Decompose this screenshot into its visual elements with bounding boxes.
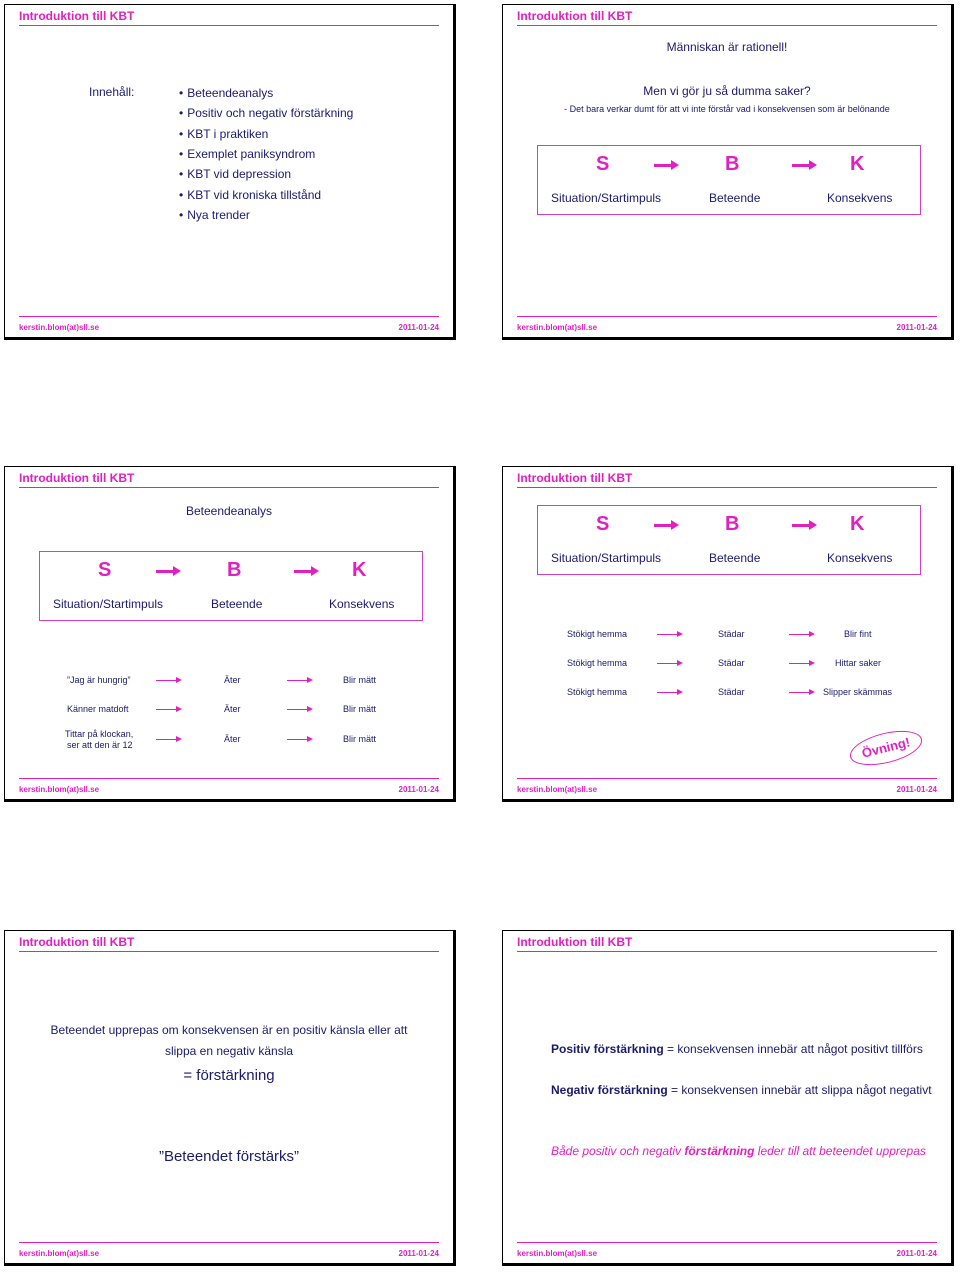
row-behavior: Städar: [718, 629, 745, 639]
b-label: Beteende: [211, 597, 263, 611]
s-label: Situation/Startimpuls: [551, 551, 662, 565]
summary-term: förstärkning: [684, 1144, 755, 1158]
k-letter: K: [352, 559, 367, 581]
footer-rule: [517, 1242, 937, 1243]
slide-3: [4, 466, 456, 802]
contents-item: • Beteendeanalys: [179, 86, 273, 100]
slide-title: Introduktion till KBT: [517, 935, 633, 949]
footer-date: 2011-01-24: [896, 785, 937, 794]
b-letter: B: [227, 559, 242, 581]
slide-title: Introduktion till KBT: [517, 9, 633, 23]
title-rule: [517, 487, 937, 488]
footer-email: kerstin.blom(at)sll.se: [517, 785, 598, 794]
arrow-icon: [294, 570, 312, 573]
arrow-icon: [287, 739, 308, 740]
contents-item: • Exemplet paniksyndrom: [179, 147, 315, 161]
sbk-box: [39, 551, 423, 621]
s-label: Situation/Startimpuls: [53, 597, 164, 611]
slide-heading: Beteendeanalys: [185, 504, 273, 518]
footer-date: 2011-01-24: [398, 785, 439, 794]
arrow-icon: [654, 164, 672, 167]
b-letter: B: [725, 513, 740, 535]
contents-item: • Positiv och negativ förstärkning: [179, 106, 353, 120]
slide-5: [4, 930, 456, 1266]
slide-2: [502, 4, 954, 340]
arrow-icon: [657, 663, 678, 664]
arrow-icon: [657, 692, 678, 693]
slide-4: [502, 466, 954, 802]
footer-email: kerstin.blom(at)sll.se: [19, 1249, 100, 1258]
arrow-icon: [789, 634, 810, 635]
body-emphasis: = förstärkning: [183, 1067, 275, 1084]
row-behavior: Städar: [718, 658, 745, 668]
footer-date: 2011-01-24: [896, 323, 937, 332]
title-rule: [19, 25, 439, 26]
title-rule: [19, 487, 439, 488]
row-behavior: Äter: [224, 734, 241, 744]
row-consequence: Blir fint: [844, 629, 872, 639]
negative-term: Negativ förstärkning: [551, 1083, 668, 1097]
arrow-icon: [287, 680, 308, 681]
b-letter: B: [725, 153, 740, 175]
row-consequence: Hittar saker: [835, 658, 882, 668]
slide-title: Introduktion till KBT: [19, 9, 135, 23]
footer-rule: [19, 316, 439, 317]
slide-title: Introduktion till KBT: [19, 935, 135, 949]
positive-text: = konsekvensen innebär att något positivt tillförs: [663, 1042, 923, 1056]
arrow-icon: [657, 634, 678, 635]
s-letter: S: [596, 513, 610, 535]
arrow-icon: [792, 524, 810, 527]
row-situation: Stökigt hemma: [567, 687, 628, 697]
summary-part: leder till att beteendet upprepas: [754, 1144, 926, 1158]
sbk-box: [537, 505, 921, 575]
sbk-box: [537, 145, 921, 215]
summary-part: Både positiv och negativ: [551, 1144, 685, 1158]
k-letter: K: [850, 513, 865, 535]
footer-date: 2011-01-24: [398, 1249, 439, 1258]
row-behavior: Äter: [224, 675, 241, 685]
row-consequence: Blir mätt: [343, 734, 377, 744]
contents-item: • KBT vid depression: [179, 167, 291, 181]
note-text: - Det bara verkar dumt för att vi inte förstår vad i konsekvensen som är belönande: [564, 104, 890, 114]
s-label: Situation/Startimpuls: [551, 191, 662, 205]
s-letter: S: [98, 559, 112, 581]
contents-item: • KBT vid kroniska tillstånd: [179, 188, 321, 202]
negative-definition: [551, 1083, 932, 1097]
body-line: slippa en negativ känsla: [164, 1044, 294, 1058]
slide-title: Introduktion till KBT: [19, 471, 135, 485]
row-situation: Tittar på klockan,: [65, 729, 134, 739]
arrow-icon: [156, 739, 177, 740]
footer-rule: [517, 778, 937, 779]
arrow-icon: [156, 709, 177, 710]
contents-label: Innehåll:: [89, 85, 135, 99]
footer-date: 2011-01-24: [896, 1249, 937, 1258]
contents-item: • KBT i praktiken: [179, 127, 268, 141]
positive-definition: [551, 1042, 923, 1056]
question-text: Men vi gör ju så dumma saker?: [643, 84, 811, 98]
footer-date: 2011-01-24: [398, 323, 439, 332]
arrow-icon: [287, 709, 308, 710]
k-label: Konsekvens: [827, 551, 893, 565]
negative-text: = konsekvensen innebär att slippa något negativt: [667, 1083, 932, 1097]
footer-email: kerstin.blom(at)sll.se: [517, 1249, 598, 1258]
row-situation-line2: ser att den är 12: [67, 740, 133, 750]
slide-title: Introduktion till KBT: [517, 471, 633, 485]
footer-rule: [19, 778, 439, 779]
title-rule: [19, 951, 439, 952]
s-letter: S: [596, 153, 610, 175]
row-consequence: Slipper skämmas: [823, 687, 893, 697]
slide-6: [502, 930, 954, 1266]
row-consequence: Blir mätt: [343, 704, 377, 714]
b-label: Beteende: [709, 551, 761, 565]
summary: [551, 1144, 926, 1158]
row-situation: Känner matdoft: [67, 704, 129, 714]
row-consequence: Blir mätt: [343, 675, 377, 685]
footer-rule: [19, 1242, 439, 1243]
row-situation: ”Jag är hungrig”: [67, 675, 131, 685]
title-rule: [517, 25, 937, 26]
k-letter: K: [850, 153, 865, 175]
title-rule: [517, 951, 937, 952]
exercise-badge: Övning!: [846, 724, 925, 771]
b-label: Beteende: [709, 191, 761, 205]
arrow-icon: [789, 663, 810, 664]
arrow-icon: [792, 164, 810, 167]
slide-heading: Människan är rationell!: [666, 40, 788, 54]
row-behavior: Städar: [718, 687, 745, 697]
contents-item: • Nya trender: [179, 208, 250, 222]
row-situation: Stökigt hemma: [567, 658, 628, 668]
footer-rule: [517, 316, 937, 317]
body-line: Beteendet upprepas om konsekvensen är en positiv känsla eller att: [50, 1023, 408, 1037]
slide-1: [4, 4, 456, 340]
row-situation: Stökigt hemma: [567, 629, 628, 639]
k-label: Konsekvens: [329, 597, 395, 611]
arrow-icon: [156, 570, 174, 573]
footer-email: kerstin.blom(at)sll.se: [517, 323, 598, 332]
k-label: Konsekvens: [827, 191, 893, 205]
arrow-icon: [654, 524, 672, 527]
arrow-icon: [789, 692, 810, 693]
row-behavior: Äter: [224, 704, 241, 714]
body-quote: ”Beteendet förstärks”: [158, 1148, 300, 1165]
footer-email: kerstin.blom(at)sll.se: [19, 323, 100, 332]
footer-email: kerstin.blom(at)sll.se: [19, 785, 100, 794]
positive-term: Positiv förstärkning: [551, 1042, 664, 1056]
arrow-icon: [156, 680, 177, 681]
